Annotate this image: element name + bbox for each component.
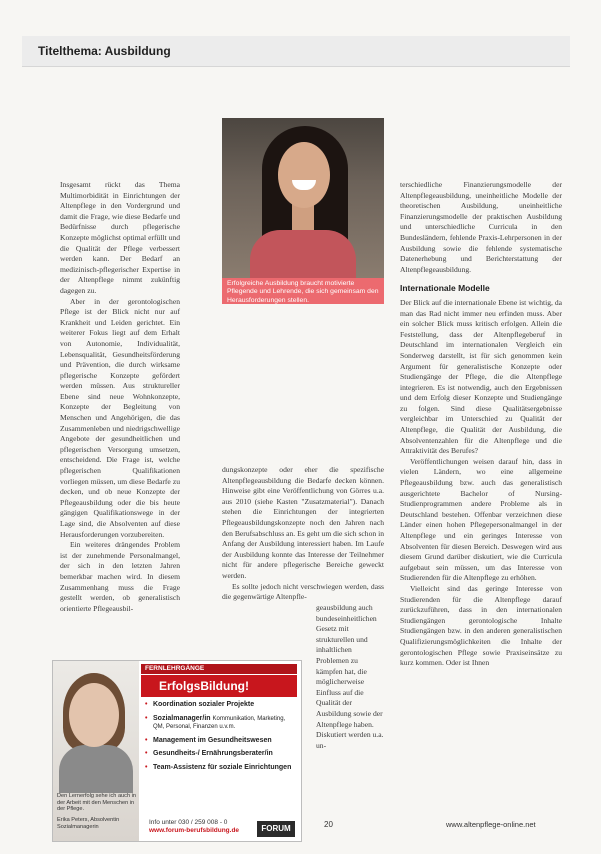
section-title: Titelthema: Ausbildung <box>38 44 171 58</box>
paragraph: Es sollte jedoch nicht verschwiegen werden, dass die gegenwärtige Altenpfle- <box>222 581 384 602</box>
ad-quote: Den Lernerfolg sehe ich auch in der Arbeit mit den Menschen in der Pflege. <box>57 793 136 813</box>
forum-logo: FORUM <box>257 821 295 837</box>
ad-photo-face <box>69 683 119 747</box>
ad-course-item: • Sozialmanager/in Kommunikation, Marketing, QM, Personal, Finanzen u.v.m. <box>145 715 297 732</box>
advertisement[interactable] <box>52 660 302 842</box>
ad-course-item: • Gesundheits-/ Ernährungsberater/in <box>145 750 297 759</box>
photo-face <box>278 142 330 208</box>
paragraph: dungskonzepte oder eher die spezifische Altenpflegeausbildung die Bedarfe decken können. Hinweise gibt eine Veröffentlichung von Görres u.a. aus 2010 (siehe Kasten "Zusatzmaterial"). Danach stehen die Einrichtungen der integrierten Pflegeausbildungskonzepte noch den Jahren nach den Berufsabschluss an. Es geht um die sich schon in Anfang der Ausbildung interessiert haben. Im Laufe der Ausbildung konnte das Interesse der Teilnehmer nicht für andere pflegerische Bereiche geweckt werden. <box>222 465 384 580</box>
subheading: Internationale Modelle <box>400 283 490 294</box>
portrait-photo <box>222 118 384 278</box>
photo-shirt <box>250 230 356 278</box>
paragraph: Veröffentlichungen weisen darauf hin, dass in vielen Ländern, wo eine allgemeine Pflegeausbildung bzw. auch das generalistisch ausgerichtete Bachelor of Nursing-Studienprogrammen andere Probleme als in Deutschland bestehen. Offenbar verzeichnen diese Länder einen hohen Pflegepersonalmangel in der Altenpflege und ein geringes Interesse von Absolventen für diesen Bereich. Deswegen wird aus diesem Grund darüber diskutiert, wie die Curricula aufgebaut sein müssen, um das Interesse von Studierenden für die Altenpflege zu erhöhen. <box>400 456 562 583</box>
article-column-left <box>60 180 180 614</box>
paragraph: Insgesamt rückt das Thema Multimorbidität in Einrichtungen der Altenpflege in den Vordergrund und damit die Frage, wie diese Bedarfe und Bedürfnisse durch pflegerische Konzepte möglichst optimal erfüllt und die Qualität der Pflege verbessert werden kann. Der Bedarf an medizinisch-pflegerischer Expertise in der Altenpflege nimmt zukünftig dagegen zu. <box>60 180 180 295</box>
ad-photo-body <box>59 745 133 793</box>
ad-course-item: • Team-Assistenz für soziale Einrichtungen <box>145 764 297 773</box>
ad-course-item: • Management im Gesundheitswesen <box>145 737 297 746</box>
paragraph: terschiedliche Finanzierungsmodelle der Altenpflegeausbildung, uneinheitliche Modelle der theoretischen Ausbildung, uneinheitliche Finanzierungsmodelle der praktischen Ausbildung und unterschiedliche Curricula in den Bundesländern, fehlende Praxis-Lehrpersonen in der Ausbildung sowie die fehlende systematische Datenerhebung und Berichterstattung der Altenpflegeausbildung. <box>400 180 562 274</box>
article-column-right <box>400 180 562 669</box>
article-column-middle-narrow <box>316 603 384 751</box>
ad-contact <box>149 819 239 835</box>
ad-phone-number: Info unter 030 / 259 008 - 0 <box>149 819 228 826</box>
article-column-middle <box>222 465 384 603</box>
paragraph: Der Blick auf die internationale Ebene ist wichtig, da man das Rad nicht immer neu erfinden muss. Aber ein solcher Blick muss kritisch erfolgen. Allein die Feststellung, dass der Altenpflegeberuf in Deutschland im internationalen Vergleich ein Sonderweg darstellt, ist für sich genommen kein Argument für generalistische Konzepte oder Studiengänge der Pflege, die die Altenpflege integrieren. Es ist notwendig, auch den Ergebnissen und dem Erfolg dieser Konzepte und Studiengänge zu folgen. Sind diese Qualitätsergebnisse vergleichbar im Unterschied zu Qualität der Altenpflege, die Qualität der Ausbildung, die Absolventenzahlen für die Altenpflege und die Attraktivität des Berufes? <box>400 297 562 456</box>
ad-banner: ErfolgsBildung! <box>141 675 297 697</box>
paragraph: Vielleicht sind das geringe Interesse von Studierenden für die Altenpflege darauf zurückzuführen, dass in den internationalen Studiengängen gerontologische Inhalte Studiengängen bzw. in den anderen generalistischen Qualifizierungsmöglichkeiten die Inhalte der gerontologischen Pflege sowie Praxiseinsätze zu kurz kommen. Oder ist Ihnen <box>400 583 562 668</box>
ad-course-item: • Koordination sozialer Projekte <box>145 701 297 710</box>
paragraph: Aber in der gerontologischen Pflege ist der Blick nicht nur auf Krankheit und Leiden gerichtet. Ein weiterer Fokus liegt auf dem Erhalt von Autonomie, Individualität, Lebensqualität, Gesundheitsförderung und Prävention, die durch wirksame pflegerische Konzepte gefördert werden müssen. Aus struktureller Ebene sind neue Wohnkonzepte, Konzepte der Begleitung von Menschen und Angehörigen, die das Zusammenleben und niedrigschwellige Angebote der gesundheitlichen und pflegerischen Versorgung umsetzen, entscheidend. Die Frage ist, welche pflegerischen Qualifikationen vorliegen müssen, um diese Bedarfe zu decken, und ob neue Konzepte der Pflegeausbildung oder die bis heute gängigen Qualifikationswege in der Lage sind, die Absolventen auf diese Herausforderungen vorzubereiten. <box>60 296 180 539</box>
ad-url-link[interactable]: www.forum-berufsbildung.de <box>149 827 240 834</box>
ad-photo <box>53 661 139 841</box>
paragraph: Ein weiteres drängendes Problem ist der zunehmende Personalmangel, der sich in den letzten Jahren bemerkbar machen wird. In diesem Zusammenhang muss die Frage gestellt werden, ob generalistisch orientierte Pflegeausbil- <box>60 540 180 613</box>
ad-course-list <box>145 701 297 778</box>
footer-url: www.altenpflege-online.net <box>446 820 536 829</box>
page-number: 20 <box>324 820 333 829</box>
paragraph: geausbildung auch bundeseinheitlichen Gesetz mit strukturellen und inhaltlichen Problemen zu kämpfen hat, die möglicherweise Einfluss auf die Qualität der Ausbildung sowie der Altenpflege haben. Diskutiert werden u.a. un- <box>316 603 384 750</box>
section-header <box>22 36 570 67</box>
ad-top-label: FERNLEHRGÄNGE <box>141 664 297 674</box>
photo-caption: Erfolgreiche Ausbildung braucht motivierte Pflegende und Lehrende, die sich gemeinsam den Herausforderungen stellen. <box>222 278 384 304</box>
ad-quote-author: Erika Peters, Absolventin Sozialmanagerin <box>57 817 120 830</box>
